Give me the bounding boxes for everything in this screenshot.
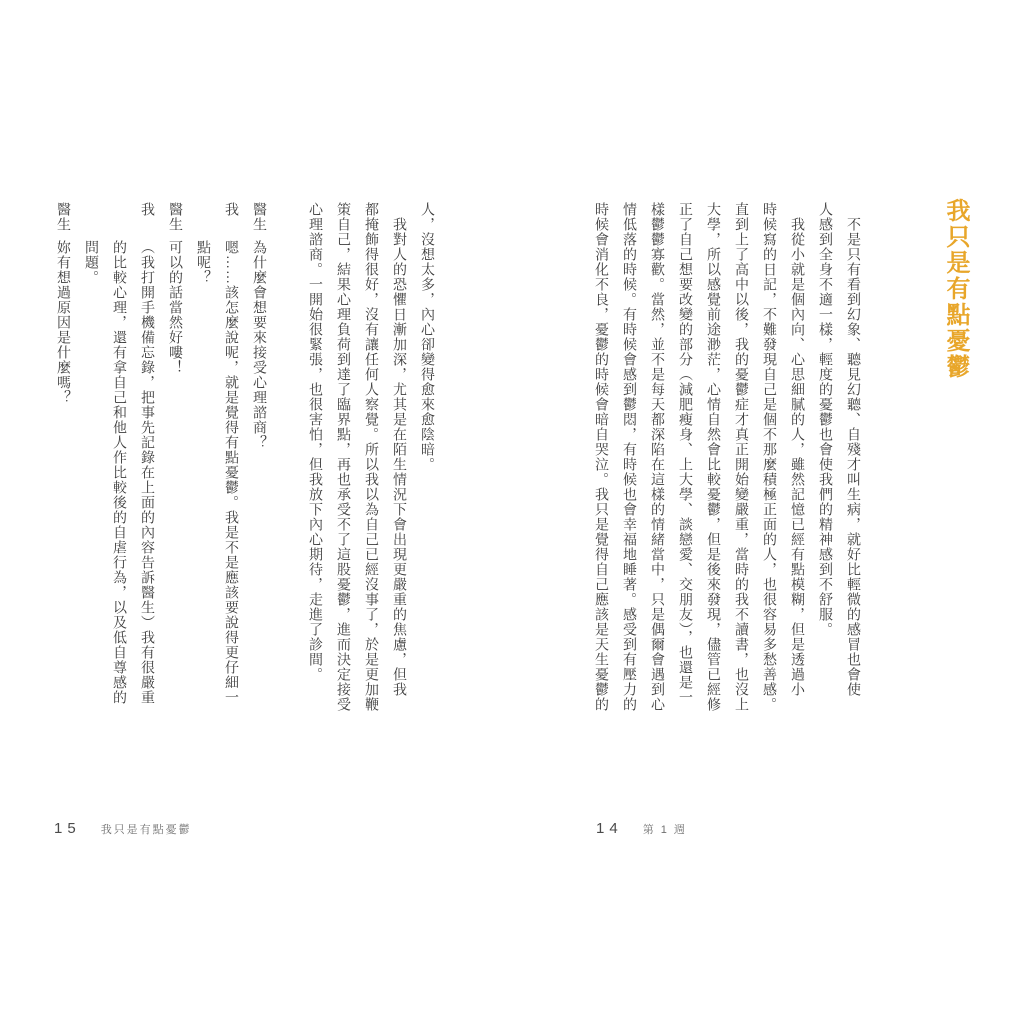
text-column: 不是只有看到幻象、聽見幻聽、自殘才叫生病，就好比輕微的感冒也會使 xyxy=(845,217,860,697)
speaker-label: 醫生 xyxy=(251,202,266,232)
speaker-label: 醫生 xyxy=(167,202,182,232)
right-page-footer xyxy=(596,820,687,837)
speaker-label: 我 xyxy=(139,202,154,217)
text-column: 正了自己想要改變的部分（減肥瘦身、上大學、談戀愛、交朋友），也還是一 xyxy=(677,202,692,705)
dialogue-text: （我打開手機備忘錄，把事先記錄在上面的內容告訴醫生）我有很嚴重 xyxy=(139,240,154,705)
running-title: 我只是有點憂鬱 xyxy=(100,824,192,836)
text-column: 人，沒想太多，內心卻變得愈來愈陰暗。 xyxy=(419,202,434,472)
dialogue-line xyxy=(48,202,76,714)
dialogue-continuation: 問題。 xyxy=(83,240,98,285)
text-column: 都掩飾得很好，沒有讓任何人察覺。所以我以為自己已經沒事了，於是更加鞭 xyxy=(363,202,378,712)
text-column: 大學，所以感覺前途渺茫，心情自然會比較憂鬱，但是後來發現，儘管已經修 xyxy=(705,202,720,712)
text-column: 樣鬱鬱寡歡。當然，並不是每天都深陷在這樣的情緒當中，只是偶爾會遇到心 xyxy=(649,202,664,712)
text-column: 我從小就是個內向、心思細膩的人，雖然記憶已經有點模糊，但是透過小 xyxy=(789,217,804,697)
page-number: 14 xyxy=(596,820,623,837)
text-column: 策自己，結果心理負荷到達了臨界點，再也承受不了這股憂鬱，進而決定接受 xyxy=(335,202,350,712)
text-column: 人感到全身不適一樣，輕度的憂鬱也會使我們的精神感到不舒服。 xyxy=(817,202,832,637)
dialogue-text: 為什麼會想要來接受心理諮商？ xyxy=(251,240,266,450)
dialogue-continuation: 的比較心理，還有拿自己和他人作比較後的自虐行為，以及低自尊感的 xyxy=(111,240,126,705)
dialogue-text: 妳有想過原因是什麼嗎？ xyxy=(55,240,70,405)
running-title: 第 1 週 xyxy=(642,824,687,836)
page-number: 15 xyxy=(54,820,81,837)
text-column: 我對人的恐懼日漸加深，尤其是在陌生情況下會出現更嚴重的焦慮，但我 xyxy=(391,217,406,697)
text-column: 時候寫的日記，不難發現自己是個不那麼積極正面的人，也很容易多愁善感。 xyxy=(761,202,776,712)
text-column: 情低落的時候。有時候會感到鬱悶，有時候也會幸福地睡著。感受到有壓力的 xyxy=(621,202,636,712)
dialogue-line xyxy=(244,202,272,714)
text-column: 心理諮商。一開始很緊張，也很害怕，但我放下內心期待，走進了診間。 xyxy=(307,202,322,682)
speaker-label: 醫生 xyxy=(55,202,70,232)
dialogue-text: 可以的話當然好嘍！ xyxy=(167,240,182,375)
column-spacer xyxy=(272,202,300,714)
text-column: 直到上了高中以後，我的憂鬱症才真正開始變嚴重，當時的我不讀書，也沒上 xyxy=(733,202,748,712)
dialogue-text: 嗯……該怎麼說呢，就是覺得有點憂鬱。我是不是應該要說得更仔細一 xyxy=(223,240,238,705)
speaker-label: 我 xyxy=(223,202,238,217)
left-page-body xyxy=(48,202,440,714)
dialogue-line xyxy=(160,202,188,714)
chapter-title: 我只是有點憂鬱 xyxy=(942,198,969,380)
text-column: 時候會消化不良，憂鬱的時候會暗自哭泣。我只是覺得自己應該是天生憂鬱的 xyxy=(593,202,608,712)
left-page-footer xyxy=(54,820,192,837)
dialogue-line xyxy=(216,202,244,714)
dialogue-continuation: 點呢？ xyxy=(195,240,210,285)
right-page-body xyxy=(586,202,866,714)
dialogue-line xyxy=(132,202,160,714)
